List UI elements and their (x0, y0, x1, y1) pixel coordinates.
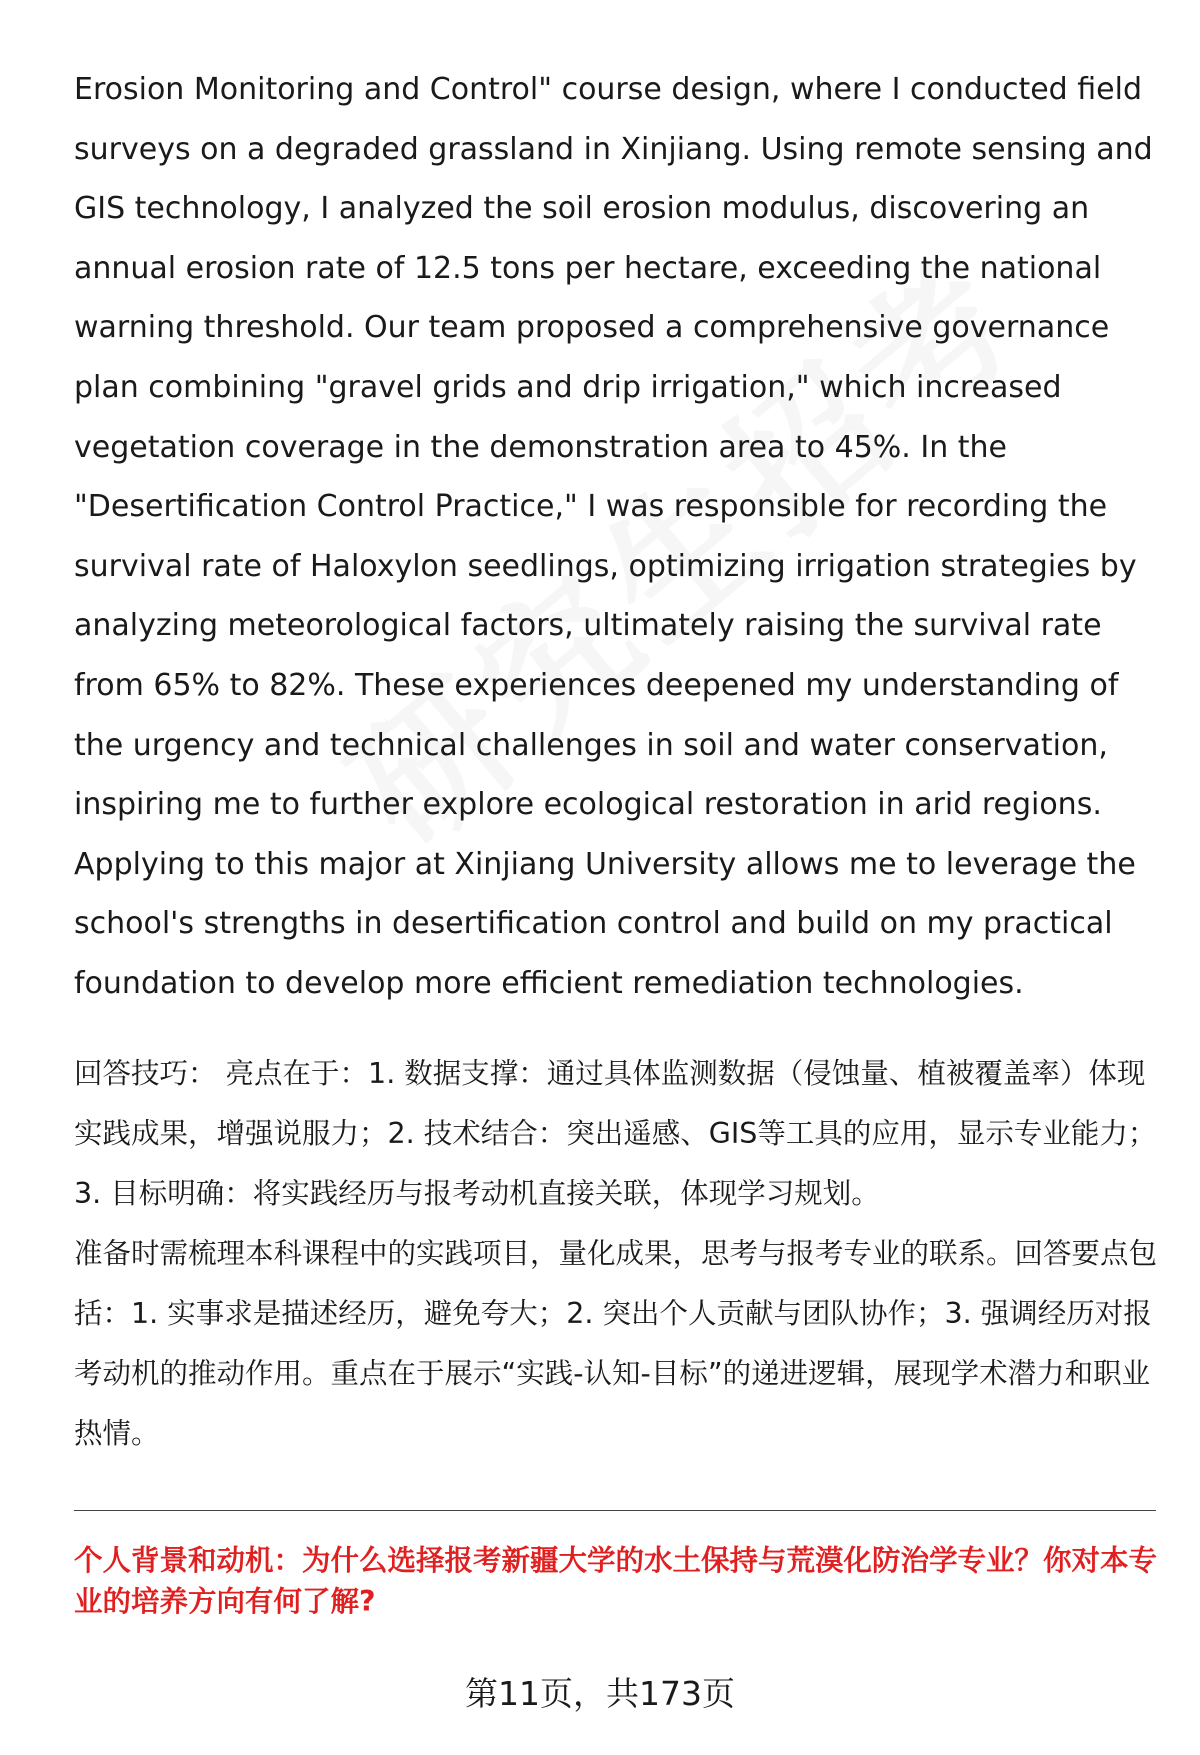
page-number: 第11页，共173页 (465, 1674, 735, 1713)
next-question-heading: 个人背景和动机：为什么选择报考新疆大学的水土保持与荒漠化防治学专业？你对本专业的培养方向有何了解? (74, 1544, 1158, 1618)
tips-paragraph-highlights: 回答技巧： 亮点在于：1. 数据支撑：通过具体监测数据（侵蚀量、植被覆盖率）体现实践成果，增强说服力；2. 技术结合：突出遥感、GIS等工具的应用，显示专业能力；3. 目标明确：将实践经历与报考动机直接关联，体现学习规划。 (74, 1057, 1157, 1210)
section-divider (74, 1510, 1156, 1511)
essay-paragraph: Erosion Monitoring and Control" course design, where I conducted field surveys on a degraded grassland in Xinjiang. Using remote sensing and GIS technology, I analyzed the soil erosion modulus, discovering an annual erosion rate of 12.5 tons per hectare, exceeding the national warning threshold. Our team proposed a comprehensive governance plan combining "gravel grids and drip irrigation," which increased vegetation coverage in the demonstration area to 45%. In the "Desertification Control Practice," I was responsible for recording the survival rate of Haloxylon seedlings, optimizing irrigation strategies by analyzing meteorological factors, ultimately raising the survival rate from 65% to 82%. These experiences deepened my understanding of the urgency and technical challenges in soil and water conservation, inspiring me to further explore ecological restoration in arid regions. Applying to this major at Xinjiang University allows me to leverage the school's strengths in desertification control and build on my practical foundation to develop more efficient remediation technologies. (74, 72, 1153, 1001)
answer-tips (74, 1044, 1164, 1464)
tips-paragraph-preparation: 准备时需梳理本科课程中的实践项目，量化成果，思考与报考专业的联系。回答要点包括：1. 实事求是描述经历，避免夸大；2. 突出个人贡献与团队协作；3. 强调经历对报考动机的推动作用。重点在于展示“实践-认知-目标”的递进逻辑，展现学术潜力和职业热情。 (74, 1237, 1158, 1450)
